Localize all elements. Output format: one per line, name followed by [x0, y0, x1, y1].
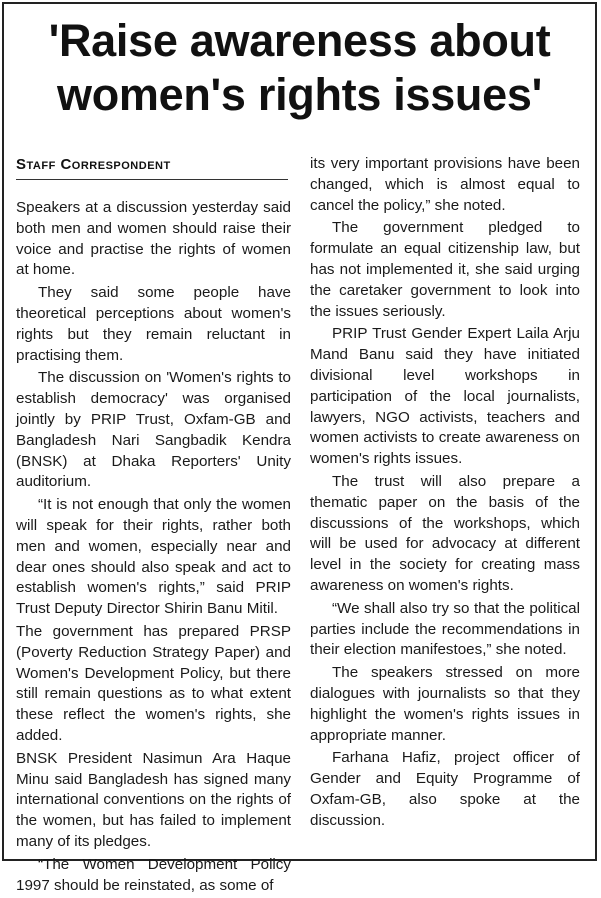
paragraph: The government has prepared PRSP (Poverty Reduction Strategy Paper) and Women's Development Policy, but there still remain questions as to what extent these reflect the women's rights, she added. — [16, 622, 291, 744]
paragraph: “It is not enough that only the women will speak for their rights, rather both men and women, especially near and dear ones should also speak and act to establish women's rights,” said PRIP Trust Deputy Director Shirin Banu Mitil. — [16, 496, 291, 618]
paragraph: The speakers stressed on more dialogues with journalists so that they highlight the women's rights issues in appropriate manner. — [310, 664, 580, 744]
paragraph: Speakers at a discussion yesterday said both men and women should raise their voice and practise the rights of women at home. — [16, 199, 291, 279]
paragraph: “We shall also try so that the political parties include the recommendations in their election manifestoes,” she noted. — [310, 599, 580, 659]
paragraph: BNSK President Nasimun Ara Haque Minu said Bangladesh has signed many international conventions on the rights of the women, but has failed to implement many of its pledges. — [16, 749, 291, 850]
headline: 'Raise awareness about women's rights issues' — [48, 15, 551, 120]
paragraph: The government pledged to formulate an equal citizenship law, but has not implemented it, she said urging the caretaker government to look into the issues seriously. — [310, 219, 580, 320]
paragraph: “The Women Development Policy 1997 should be reinstated, as some of — [16, 855, 291, 894]
paragraph: its very important provisions have been changed, which is almost equal to cancel the policy,” she noted. — [310, 155, 580, 214]
paragraph: Farhana Hafiz, project officer of Gender and Equity Programme of Oxfam-GB, also spoke at the discussion. — [310, 749, 580, 829]
right-column — [310, 154, 580, 834]
paragraph: PRIP Trust Gender Expert Laila Arju Mand Banu said they have initiated divisional level workshops in participation of the local journalists, lawyers, NGO activists, teachers and women activists to create awareness on women's rights issues. — [310, 325, 580, 468]
paragraph: The discussion on 'Women's rights to establish democracy' was organised jointly by PRIP Trust, Oxfam-GB and Bangladesh Nari Sangbadik Kendra (BNSK) at Dhaka Reporters' Unity auditorium. — [16, 369, 291, 491]
byline-rule — [16, 179, 288, 180]
paragraph: They said some people have theoretical perceptions about women's rights but they remain reluctant in practising them. — [16, 284, 291, 364]
left-column — [16, 156, 291, 898]
paragraph: The trust will also prepare a thematic paper on the basis of the discussions of the workshops, which will be used for advocacy at different level in the society for creating mass awareness on women's rights. — [310, 472, 580, 594]
byline: Staff Correspondent — [16, 156, 171, 173]
